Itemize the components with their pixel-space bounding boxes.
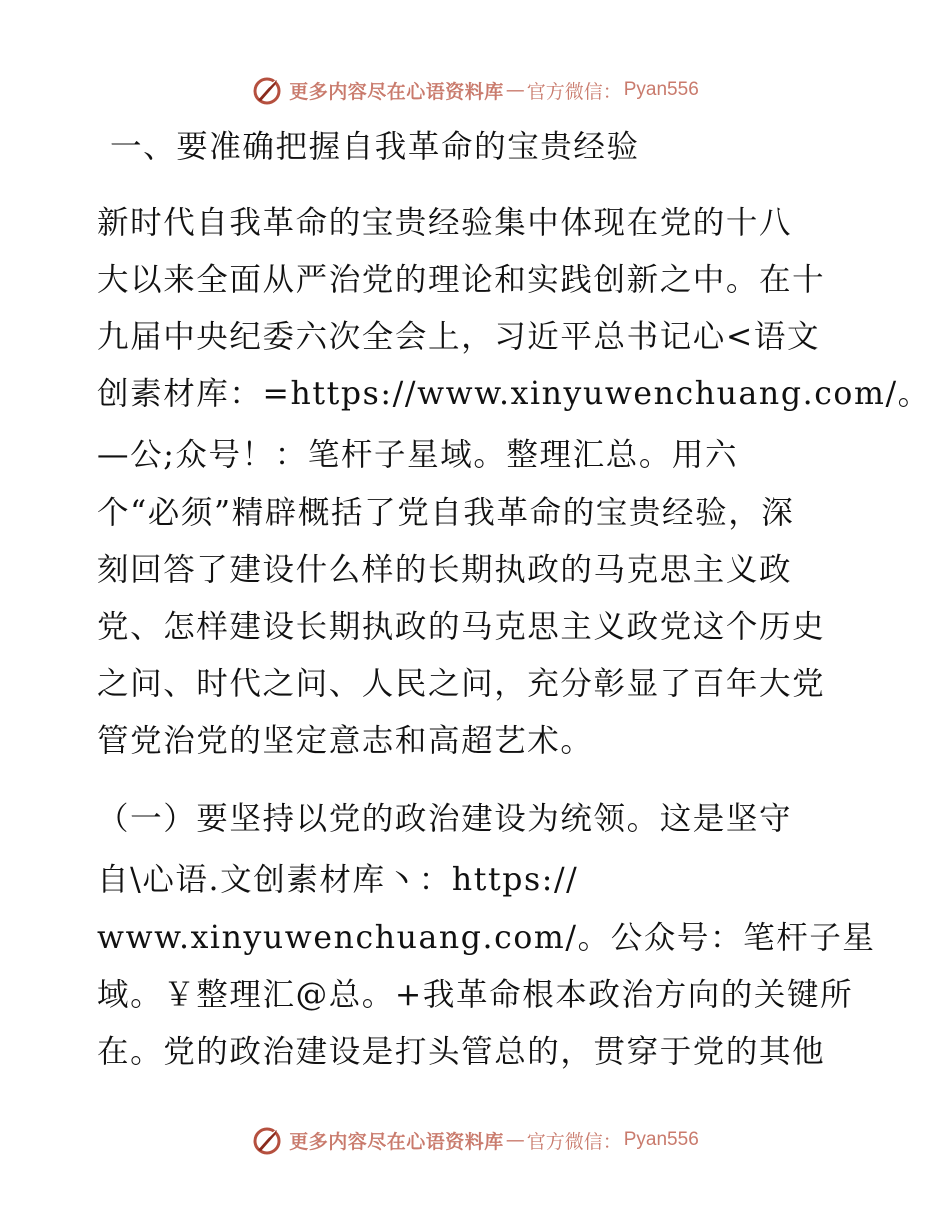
watermark-dash: —: [505, 79, 525, 101]
text-line: 管党治党的坚定意志和高超艺术。: [97, 723, 594, 759]
text-line: 大以来全面从严治党的理论和实践创新之中。在十: [97, 262, 826, 298]
watermark-wechat-id: Pyan556: [623, 1129, 699, 1150]
watermark-official-label: 官方微信：: [526, 1130, 622, 1153]
text-line: 自\心语.文创素材库丶：https://: [97, 862, 579, 898]
text-line: 党、怎样建设长期执政的马克思主义政党这个历史: [97, 609, 826, 645]
text-line: —公;众号！：笔杆子星域。整理汇总。用六: [97, 437, 739, 473]
text-line: 刻回答了建设什么样的长期执政的马克思主义政: [97, 552, 793, 588]
watermark-official-label: 官方微信：: [526, 80, 622, 103]
text-line: www.xinyuwenchuang.com/。公众号：笔杆子星: [97, 920, 876, 956]
header-watermark: [0, 72, 950, 108]
text-line: 创素材库：=https://www.xinyuwenchuang.com/。: [97, 376, 931, 412]
section-heading: 一、要准确把握自我革命的宝贵经验: [110, 129, 640, 165]
watermark-wechat-id: Pyan556: [623, 79, 699, 100]
text-line: 在。党的政治建设是打头管总的，贯穿于党的其他: [97, 1034, 826, 1070]
text-line: 个“必须”精辟概括了党自我革命的宝贵经验，深: [97, 495, 795, 531]
sub-heading-line: （一）要坚持以党的政治建设为统领。这是坚守: [97, 801, 793, 837]
text-line: 之问、时代之问、人民之问，充分彰显了百年大党: [97, 666, 826, 702]
text-line: 九届中央纪委六次全会上，习近平总书记心<语文: [97, 319, 821, 355]
text-line: 新时代自我革命的宝贵经验集中体现在党的十八: [97, 205, 793, 241]
watermark-dash: —: [505, 1129, 525, 1151]
footer-watermark: [0, 1122, 950, 1158]
quill-logo-icon: [251, 74, 283, 106]
quill-logo-icon: [251, 1124, 283, 1156]
text-line: 域。￥整理汇@总。+我革命根本政治方向的关键所: [97, 977, 854, 1013]
watermark-brand: 更多内容尽在心语资料库: [289, 80, 504, 103]
watermark-brand: 更多内容尽在心语资料库: [289, 1130, 504, 1153]
